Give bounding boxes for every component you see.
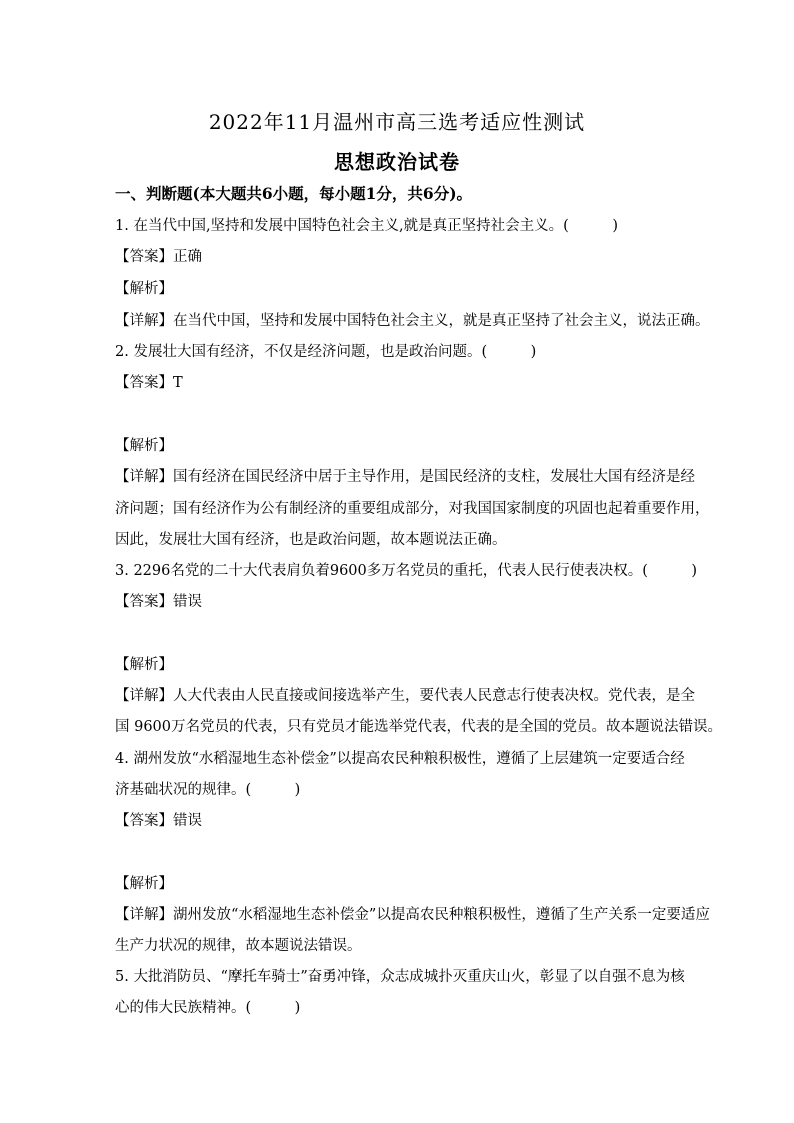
answer-label: 【答案】 — [115, 375, 173, 391]
q2-analysis-label: 【解析】 — [115, 438, 173, 454]
q1-answer-row — [115, 247, 685, 267]
answer-label: 【答案】 — [115, 249, 173, 265]
question-5: 5. 大批消防员、“摩托车骑士”奋勇冲锋，众志成城扑灭重庆山火，彰显了以自强不息为核 — [115, 969, 685, 985]
question-2: 2. 发展壮大国有经济，不仅是经济问题，也是政治问题。( ) — [115, 344, 537, 360]
q4-answer-row — [115, 811, 685, 831]
q2-detail-line: 因此，发展壮大国有经济，也是政治问题，故本题说法正确。 — [115, 532, 507, 548]
q4-detail-line: 湖州发放“水稻湿地生态补偿金”以提高农民种粮积极性，遵循了生产关系一定要适应 — [173, 907, 710, 923]
question-4: 4. 湖州发放“水稻湿地生态补偿金”以提高农民种粮积极性，遵循了上层建筑一定要适合经 — [115, 751, 685, 767]
q3-answer: 错误 — [173, 594, 202, 610]
q2-answer: T — [173, 375, 183, 391]
question-5-cont: 心的伟大民族精神。( ) — [115, 1000, 301, 1016]
q4-analysis-label: 【解析】 — [115, 876, 173, 892]
q4-detail-line: 生产力状况的规律，故本题说法错误。 — [115, 938, 362, 954]
section-heading: 一、判断题(本大题共6小题，每小题1分，共6分)。 — [115, 184, 473, 203]
q1-analysis-label: 【解析】 — [115, 281, 173, 297]
q1-answer: 正确 — [173, 249, 202, 265]
q3-answer-row — [115, 592, 685, 612]
q1-detail-row — [115, 311, 710, 331]
q3-detail-row — [115, 686, 695, 706]
exam-title: 2022年11月温州市高三选考适应性测试 — [208, 110, 586, 134]
detail-label: 【详解】 — [115, 688, 173, 704]
q4-answer: 错误 — [173, 813, 202, 829]
answer-label: 【答案】 — [115, 813, 173, 829]
detail-label: 【详解】 — [115, 313, 173, 329]
detail-label: 【详解】 — [115, 469, 173, 485]
q1-detail-line: 在当代中国，坚持和发展中国特色社会主义，就是真正坚持了社会主义，说法正确。 — [173, 313, 710, 329]
detail-label: 【详解】 — [115, 907, 173, 923]
exam-subtitle: 思想政治试卷 — [334, 150, 460, 174]
q2-detail-line: 济问题；国有经济作为公有制经济的重要组成部分，对我国国家制度的巩固也起着重要作用， — [115, 501, 710, 517]
q3-detail-line: 人大代表由人民直接或间接选举产生，要代表人民意志行使表决权。党代表，是全 — [173, 688, 695, 704]
question-3: 3. 2296名党的二十大代表肩负着9600多万名党员的重托，代表人民行使表决权。( ) — [115, 563, 698, 579]
q3-detail-line: 国 9600万名党员的代表，只有党员才能选举党代表，代表的是全国的党员。故本题说法错误。 — [115, 719, 723, 735]
q2-answer-row — [115, 373, 685, 393]
q4-detail-row — [115, 905, 710, 925]
answer-label: 【答案】 — [115, 594, 173, 610]
question-4-cont: 济基础状况的规律。( ) — [115, 782, 301, 798]
question-1: 1. 在当代中国,坚持和发展中国特色社会主义,就是真正坚持社会主义。( ) — [115, 218, 618, 234]
q2-detail-line: 国有经济在国民经济中居于主导作用，是国民经济的支柱，发展壮大国有经济是经 — [173, 469, 695, 485]
q2-detail-row — [115, 467, 695, 487]
q3-analysis-label: 【解析】 — [115, 657, 173, 673]
